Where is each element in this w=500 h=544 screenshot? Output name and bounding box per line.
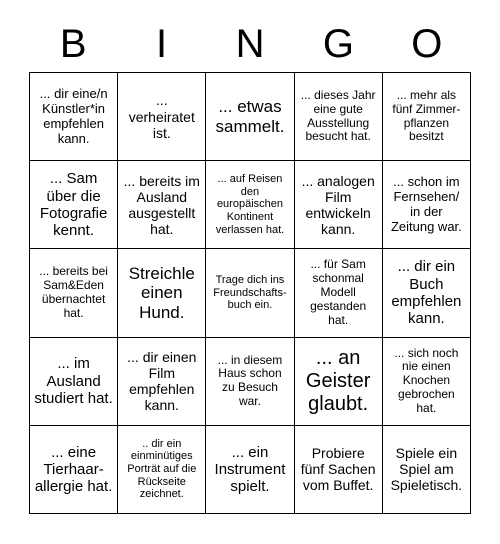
bingo-cell[interactable]: ... dir einen Film empfehlen kann. <box>118 337 206 425</box>
bingo-cell[interactable]: ... in diesem Haus schon zu Besuch war. <box>206 337 294 425</box>
bingo-cell[interactable]: .. dir ein einminütiges Porträt auf die Rückseite zeichnet. <box>118 425 206 513</box>
bingo-cell[interactable]: Spiele ein Spiel am Spieletisch. <box>382 425 470 513</box>
bingo-cell[interactable]: ... analogen Film entwickeln kann. <box>294 161 382 249</box>
bingo-cell[interactable]: ... bereits bei Sam&Eden übernachtet hat. <box>30 249 118 337</box>
bingo-cell[interactable]: ... dir eine/n Künstler*in empfehlen kann. <box>30 73 118 161</box>
header-letter-i: I <box>156 22 168 66</box>
bingo-cell[interactable]: ... mehr als fünf Zimmer-pflanzen besitzt <box>382 73 470 161</box>
grid-row <box>30 73 471 161</box>
header-letter-o: O <box>411 22 443 66</box>
bingo-cell[interactable]: ... sich noch nie einen Knochen gebrochen hat. <box>382 337 470 425</box>
bingo-grid <box>29 72 471 514</box>
grid-row <box>30 249 471 337</box>
bingo-cell[interactable]: ... etwas sammelt. <box>206 73 294 161</box>
grid-row <box>30 425 471 513</box>
bingo-cell[interactable]: ... auf Reisen den europäischen Kontinent verlassen hat. <box>206 161 294 249</box>
bingo-header <box>29 0 471 72</box>
bingo-cell[interactable]: Probiere fünf Sachen vom Buffet. <box>294 425 382 513</box>
bingo-cell[interactable]: ... ein Instrument spielt. <box>206 425 294 513</box>
grid-row <box>30 161 471 249</box>
bingo-cell[interactable]: ... verheiratet ist. <box>118 73 206 161</box>
bingo-cell[interactable]: ... schon im Fernsehen/ in der Zeitung war. <box>382 161 470 249</box>
header-letter-n: N <box>235 22 265 66</box>
grid-row <box>30 337 471 425</box>
bingo-cell[interactable]: Trage dich ins Freundschafts-buch ein. <box>206 249 294 337</box>
bingo-cell[interactable]: ... Sam über die Fotografie kennt. <box>30 161 118 249</box>
bingo-cell[interactable]: ... dieses Jahr eine gute Ausstellung besucht hat. <box>294 73 382 161</box>
bingo-cell[interactable]: ... im Ausland studiert hat. <box>30 337 118 425</box>
header-letter-b: B <box>59 22 87 66</box>
bingo-cell[interactable]: ... dir ein Buch empfehlen kann. <box>382 249 470 337</box>
bingo-cell[interactable]: ... eine Tierhaar-allergie hat. <box>30 425 118 513</box>
bingo-cell[interactable]: ... an Geister glaubt. <box>294 337 382 425</box>
bingo-cell[interactable]: ... bereits im Ausland ausgestellt hat. <box>118 161 206 249</box>
header-letter-g: G <box>322 22 354 66</box>
bingo-cell[interactable]: Streichle einen Hund. <box>118 249 206 337</box>
bingo-cell[interactable]: ... für Sam schonmal Modell gestanden hat. <box>294 249 382 337</box>
